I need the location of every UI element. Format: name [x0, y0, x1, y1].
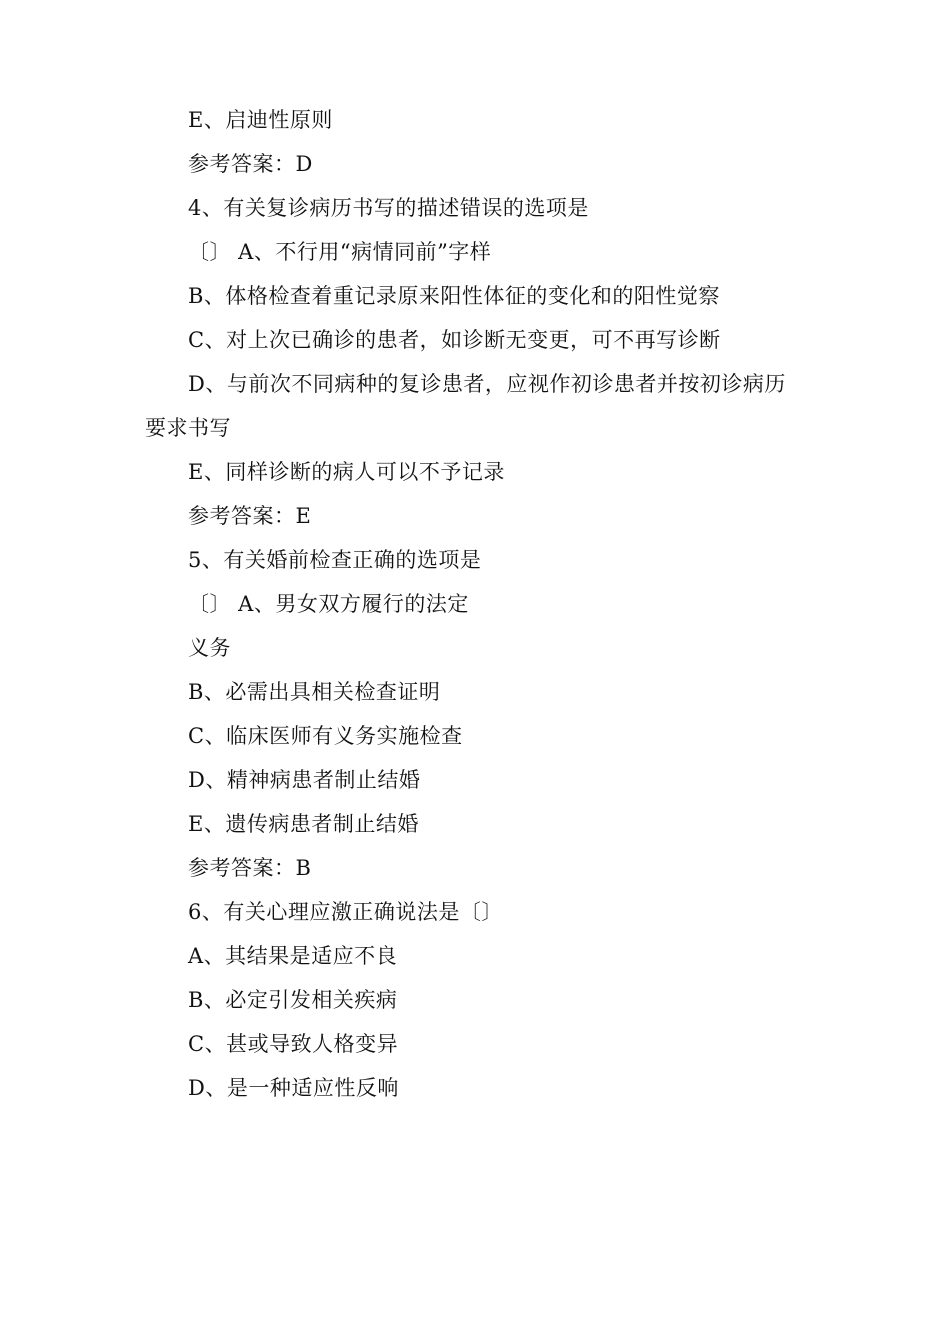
option-c-q4: C、对上次已确诊的患者，如诊断无变更，可不再写诊断	[188, 328, 721, 352]
option-a-q6: A、其结果是适应不良	[188, 944, 398, 968]
question-4: 4、有关复诊病历书写的描述错误的选项是	[188, 196, 589, 220]
question-5: 5、有关婚前检查正确的选项是	[188, 548, 482, 572]
option-c-q5: C、临床医师有义务实施检查	[188, 724, 463, 748]
option-b-q5: B、必需出具相关检查证明	[188, 680, 441, 704]
option-d-q5: D、精神病患者制止结婚	[188, 768, 421, 792]
option-a-q4: 〔〕 A、不行用“病情同前”字样	[188, 240, 492, 264]
answer-q4: 参考答案：E	[188, 504, 312, 528]
answer-q5: 参考答案：B	[188, 856, 312, 880]
option-d-q4-continued: 要求书写	[145, 416, 231, 440]
option-e-q3: E、启迪性原则	[188, 108, 333, 132]
option-d-q6: D、是一种适应性反响	[188, 1076, 399, 1100]
question-6: 6、有关心理应激正确说法是〔〕	[188, 900, 503, 924]
option-b-q6: B、必定引发相关疾病	[188, 988, 398, 1012]
option-a-q5-continued: 义务	[188, 636, 231, 660]
option-c-q6: C、甚或导致人格变异	[188, 1032, 399, 1056]
option-d-q4: D、与前次不同病种的复诊患者，应视作初诊患者并按初诊病历	[188, 372, 786, 396]
option-e-q5: E、遗传病患者制止结婚	[188, 812, 419, 836]
option-a-q5: 〔〕 A、男女双方履行的法定	[188, 592, 469, 616]
option-e-q4: E、同样诊断的病人可以不予记录	[188, 460, 505, 484]
option-b-q4: B、体格检查着重记录原来阳性体征的变化和的阳性觉察	[188, 284, 720, 308]
answer-q3: 参考答案：D	[188, 152, 313, 176]
